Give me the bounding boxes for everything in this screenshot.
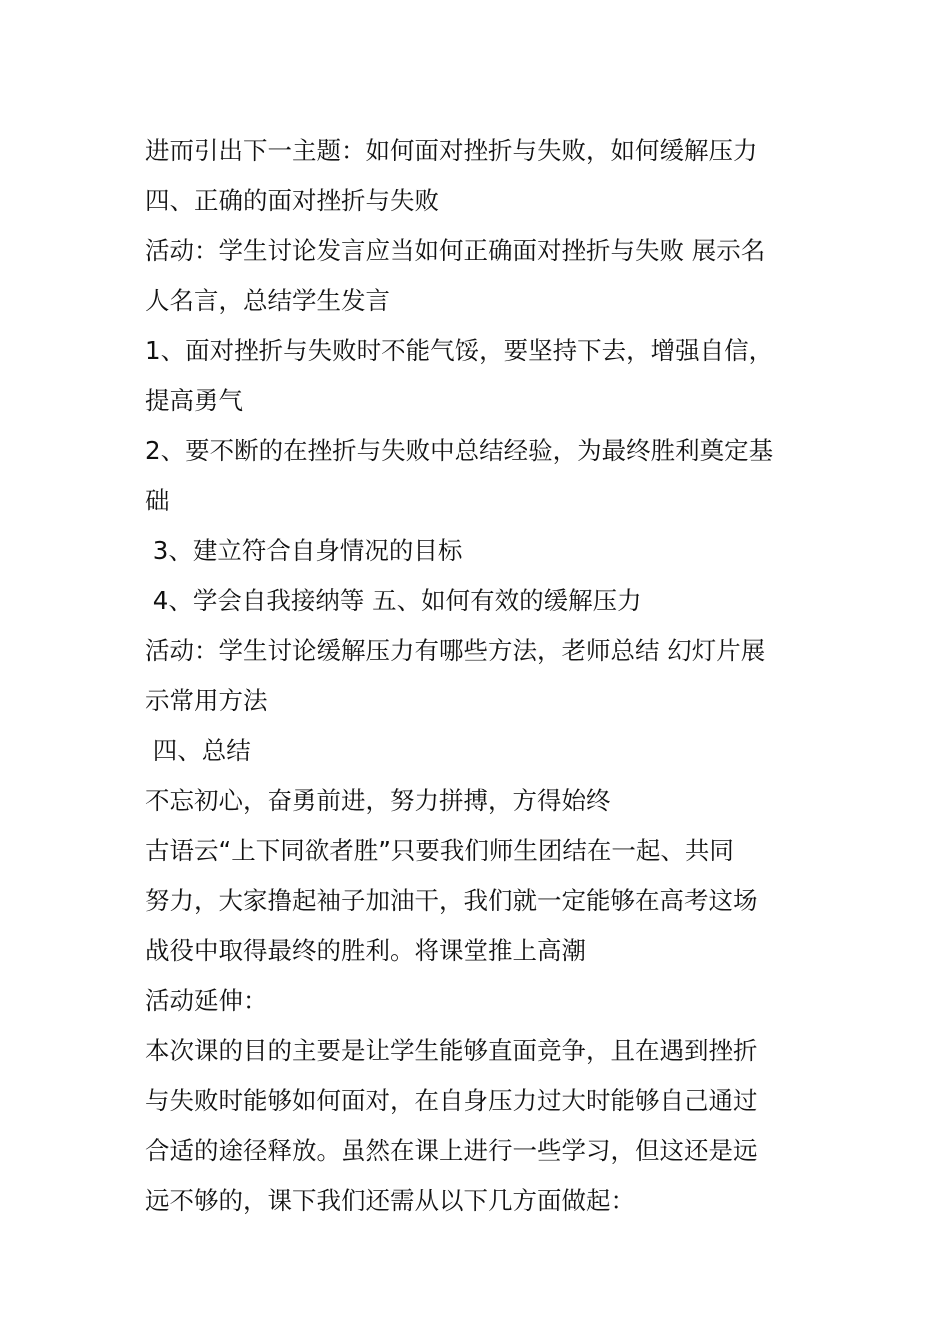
text-line: 与失败时能够如何面对，在自身压力过大时能够自己通过	[145, 1086, 758, 1115]
section-heading: 活动延伸：	[145, 986, 268, 1015]
text-line: 进而引出下一主题：如何面对挫折与失败，如何缓解压力	[145, 136, 758, 165]
document-body	[145, 126, 810, 1226]
text-line: 本次课的目的主要是让学生能够直面竞争，且在遇到挫折	[145, 1036, 758, 1065]
text-line: 不忘初心，奋勇前进，努力拼搏，方得始终	[145, 786, 611, 815]
text-line: 合适的途径释放。虽然在课上进行一些学习，但这还是远	[145, 1136, 758, 1165]
text-line: 础	[145, 486, 170, 515]
text-line: 人名言，总结学生发言	[145, 286, 390, 315]
section-heading: 四、总结	[145, 736, 251, 765]
list-item: 3、建立符合自身情况的目标	[145, 536, 463, 565]
text-line: 活动：学生讨论缓解压力有哪些方法，老师总结 幻灯片展	[145, 636, 766, 665]
text-line: 示常用方法	[145, 686, 268, 715]
list-item: 4、学会自我接纳等 五、如何有效的缓解压力	[145, 586, 642, 615]
list-item: 1、面对挫折与失败时不能气馁，要坚持下去，增强自信，	[145, 336, 774, 365]
text-line: 活动：学生讨论发言应当如何正确面对挫折与失败 展示名	[145, 236, 766, 265]
text-line: 远不够的，课下我们还需从以下几方面做起：	[145, 1186, 635, 1215]
text-line: 古语云“上下同欲者胜”只要我们师生团结在一起、共同	[145, 836, 734, 865]
section-heading: 四、正确的面对挫折与失败	[145, 186, 439, 215]
text-line: 战役中取得最终的胜利。将课堂推上高潮	[145, 936, 586, 965]
list-item: 2、要不断的在挫折与失败中总结经验，为最终胜利奠定基	[145, 436, 774, 465]
text-line: 提高勇气	[145, 386, 243, 415]
text-line: 努力，大家撸起袖子加油干，我们就一定能够在高考这场	[145, 886, 758, 915]
